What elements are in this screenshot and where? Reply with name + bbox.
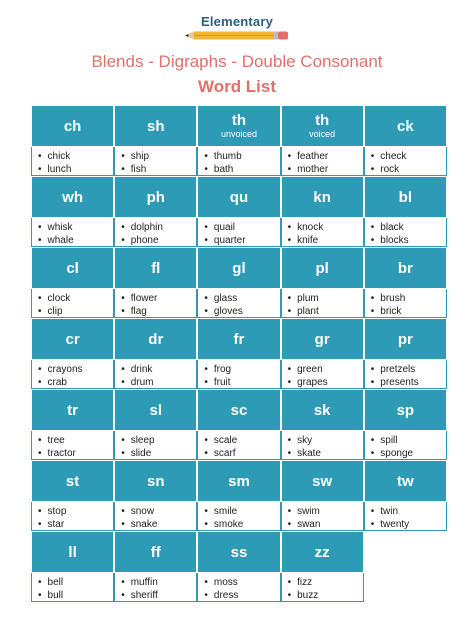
word-item: • phone: [121, 234, 196, 247]
word-item: • frog: [204, 363, 279, 376]
brand-logo: [0, 14, 474, 40]
header-row: [31, 389, 447, 431]
sound-header: [31, 247, 114, 289]
header-row: [31, 318, 447, 360]
sound-header: [31, 105, 114, 147]
sound-header: [114, 105, 197, 147]
word-item: • clock: [38, 292, 113, 305]
sound-label: gl: [232, 259, 246, 277]
words-row: [31, 360, 447, 389]
sound-header: [197, 460, 280, 502]
word-list: [31, 360, 114, 389]
header-row: [31, 176, 447, 218]
word-item: • ship: [121, 150, 196, 163]
word-item: • slide: [121, 447, 196, 460]
word-list: [197, 360, 280, 389]
word-item: • fish: [121, 163, 196, 176]
word-item: • mother: [288, 163, 363, 176]
word-item: • moss: [204, 576, 279, 589]
empty-cell: [364, 573, 447, 602]
word-item: • dolphin: [121, 221, 196, 234]
sound-header: [197, 389, 280, 431]
sound-label: cl: [66, 259, 79, 277]
words-row: [31, 573, 447, 602]
word-item: • blocks: [371, 234, 446, 247]
word-list: [281, 502, 364, 531]
sound-label: dr: [148, 330, 164, 348]
header-row: [31, 247, 447, 289]
word-item: • plum: [288, 292, 363, 305]
word-item: • presents: [371, 376, 446, 389]
sound-label: sl: [149, 401, 163, 419]
sound-header: [197, 176, 280, 218]
sound-label: tr: [67, 401, 79, 419]
word-item: • lunch: [38, 163, 113, 176]
pencil-icon: [185, 31, 289, 40]
word-item: • snake: [121, 518, 196, 531]
word-item: • quarter: [204, 234, 279, 247]
word-item: • drum: [121, 376, 196, 389]
word-item: • scarf: [204, 447, 279, 460]
word-item: • bath: [204, 163, 279, 176]
word-item: • swan: [288, 518, 363, 531]
sound-header: [364, 460, 447, 502]
word-list: [364, 147, 447, 176]
sound-label: sh: [147, 117, 165, 135]
word-list: [197, 502, 280, 531]
sound-label: ch: [63, 117, 82, 135]
word-item: • tree: [38, 434, 113, 447]
word-item: • twin: [371, 505, 446, 518]
word-list: [281, 431, 364, 460]
sound-header: [364, 318, 447, 360]
word-item: • thumb: [204, 150, 279, 163]
word-list: [364, 218, 447, 247]
word-list: [31, 147, 114, 176]
header-row: [31, 105, 447, 147]
sound-label: sw: [312, 472, 333, 490]
word-item: • stop: [38, 505, 113, 518]
sound-header: [364, 176, 447, 218]
word-item: • black: [371, 221, 446, 234]
word-list: [197, 218, 280, 247]
word-list: [31, 573, 114, 602]
word-list: [364, 502, 447, 531]
word-list: [114, 502, 197, 531]
word-list: [31, 218, 114, 247]
word-item: • glass: [204, 292, 279, 305]
sound-label: kn: [313, 188, 331, 206]
word-item: • flower: [121, 292, 196, 305]
sound-header: [281, 247, 364, 289]
word-list: [31, 431, 114, 460]
sound-label: sn: [147, 472, 165, 490]
sound-header: [114, 247, 197, 289]
sound-header: [281, 318, 364, 360]
word-list: [364, 360, 447, 389]
word-grid: [31, 105, 447, 602]
sound-header: [114, 460, 197, 502]
words-row: [31, 502, 447, 531]
sound-header: [31, 389, 114, 431]
sound-header: [281, 460, 364, 502]
word-list: [281, 218, 364, 247]
words-row: [31, 147, 447, 176]
words-row: [31, 218, 447, 247]
sound-label: ff: [150, 543, 161, 561]
word-list: [281, 147, 364, 176]
sound-header: [31, 531, 114, 573]
sound-header: [281, 176, 364, 218]
sound-label: sm: [228, 472, 250, 490]
word-list: [114, 289, 197, 318]
sound-label: wh: [62, 188, 84, 206]
word-item: • crab: [38, 376, 113, 389]
word-list: [197, 289, 280, 318]
word-list: [364, 289, 447, 318]
sound-header: [114, 531, 197, 573]
sound-label: th: [231, 112, 247, 129]
words-row: [31, 289, 447, 318]
sound-label: sk: [313, 401, 331, 419]
word-item: • sponge: [371, 447, 446, 460]
word-item: • sky: [288, 434, 363, 447]
word-item: • fruit: [204, 376, 279, 389]
word-item: • clip: [38, 305, 113, 318]
word-item: • brick: [371, 305, 446, 318]
word-item: • brush: [371, 292, 446, 305]
word-item: • scale: [204, 434, 279, 447]
word-list: [31, 289, 114, 318]
sound-label: st: [65, 472, 80, 490]
word-item: • rock: [371, 163, 446, 176]
sound-header: [197, 247, 280, 289]
sound-label: ll: [68, 543, 77, 561]
sound-header: [197, 531, 280, 573]
header-row: [31, 460, 447, 502]
sound-label: pr: [397, 330, 413, 348]
word-item: • check: [371, 150, 446, 163]
word-item: • smoke: [204, 518, 279, 531]
word-list: [197, 573, 280, 602]
word-item: • bell: [38, 576, 113, 589]
sound-label: tw: [397, 472, 414, 490]
sound-label: ck: [397, 117, 414, 135]
page-subtitle: Word List: [197, 77, 277, 96]
word-item: • chick: [38, 150, 113, 163]
sound-label: br: [397, 259, 413, 277]
empty-cell: [364, 531, 447, 573]
word-list: [114, 147, 197, 176]
sound-header: [114, 176, 197, 218]
word-item: • knock: [288, 221, 363, 234]
word-item: • snow: [121, 505, 196, 518]
word-item: • whale: [38, 234, 113, 247]
sound-header: [364, 105, 447, 147]
word-list: [197, 431, 280, 460]
sound-header: [281, 105, 364, 147]
word-item: • bull: [38, 589, 113, 602]
word-list: [114, 573, 197, 602]
word-item: • twenty: [371, 518, 446, 531]
header-row: [31, 531, 447, 573]
sound-label: pl: [315, 259, 329, 277]
sound-label: sp: [396, 401, 415, 419]
sound-label: ss: [230, 543, 248, 561]
sound-header: [114, 389, 197, 431]
word-item: • dress: [204, 589, 279, 602]
word-item: • buzz: [288, 589, 363, 602]
sound-header: [197, 105, 280, 147]
sound-label: gr: [314, 330, 330, 348]
sound-header: [281, 531, 364, 573]
sound-header: [31, 176, 114, 218]
word-item: • gloves: [204, 305, 279, 318]
sound-label: qu: [229, 188, 249, 206]
word-list: [281, 573, 364, 602]
word-item: • grapes: [288, 376, 363, 389]
word-item: • knife: [288, 234, 363, 247]
brand-name: Elementary: [200, 14, 274, 29]
word-item: • fizz: [288, 576, 363, 589]
word-item: • skate: [288, 447, 363, 460]
word-item: • sheriff: [121, 589, 196, 602]
word-item: • sleep: [121, 434, 196, 447]
sound-label: bl: [398, 188, 413, 206]
word-list: [114, 360, 197, 389]
word-item: • plant: [288, 305, 363, 318]
word-item: • tractor: [38, 447, 113, 460]
word-list: [281, 289, 364, 318]
word-list: [114, 218, 197, 247]
word-list: [364, 431, 447, 460]
sound-label: fl: [151, 259, 161, 277]
sound-header: [31, 318, 114, 360]
word-item: • muffin: [121, 576, 196, 589]
sound-header: [114, 318, 197, 360]
sound-sublabel: unvoiced: [220, 129, 257, 139]
sound-label: th: [315, 112, 330, 129]
word-list: [114, 431, 197, 460]
sound-label: sc: [230, 401, 248, 419]
page-title: Blends - Digraphs - Double Consonant: [91, 52, 383, 71]
word-item: • crayons: [38, 363, 113, 376]
sound-header: [31, 460, 114, 502]
word-item: • quail: [204, 221, 279, 234]
word-item: • pretzels: [371, 363, 446, 376]
sound-sublabel: voiced: [309, 129, 336, 139]
word-item: • whisk: [38, 221, 113, 234]
word-list: [197, 147, 280, 176]
word-item: • swim: [288, 505, 363, 518]
word-item: • flag: [121, 305, 196, 318]
word-list: [281, 360, 364, 389]
word-item: • smile: [204, 505, 279, 518]
word-item: • drink: [121, 363, 196, 376]
word-item: • feather: [288, 150, 363, 163]
sound-label: fr: [233, 330, 245, 348]
word-item: • green: [288, 363, 363, 376]
sound-header: [197, 318, 280, 360]
sound-label: zz: [314, 543, 330, 561]
word-item: • star: [38, 518, 113, 531]
words-row: [31, 431, 447, 460]
sound-header: [281, 389, 364, 431]
sound-label: ph: [146, 188, 165, 206]
word-list: [31, 502, 114, 531]
sound-header: [364, 247, 447, 289]
sound-header: [364, 389, 447, 431]
word-item: • spill: [371, 434, 446, 447]
sound-label: cr: [65, 330, 80, 348]
